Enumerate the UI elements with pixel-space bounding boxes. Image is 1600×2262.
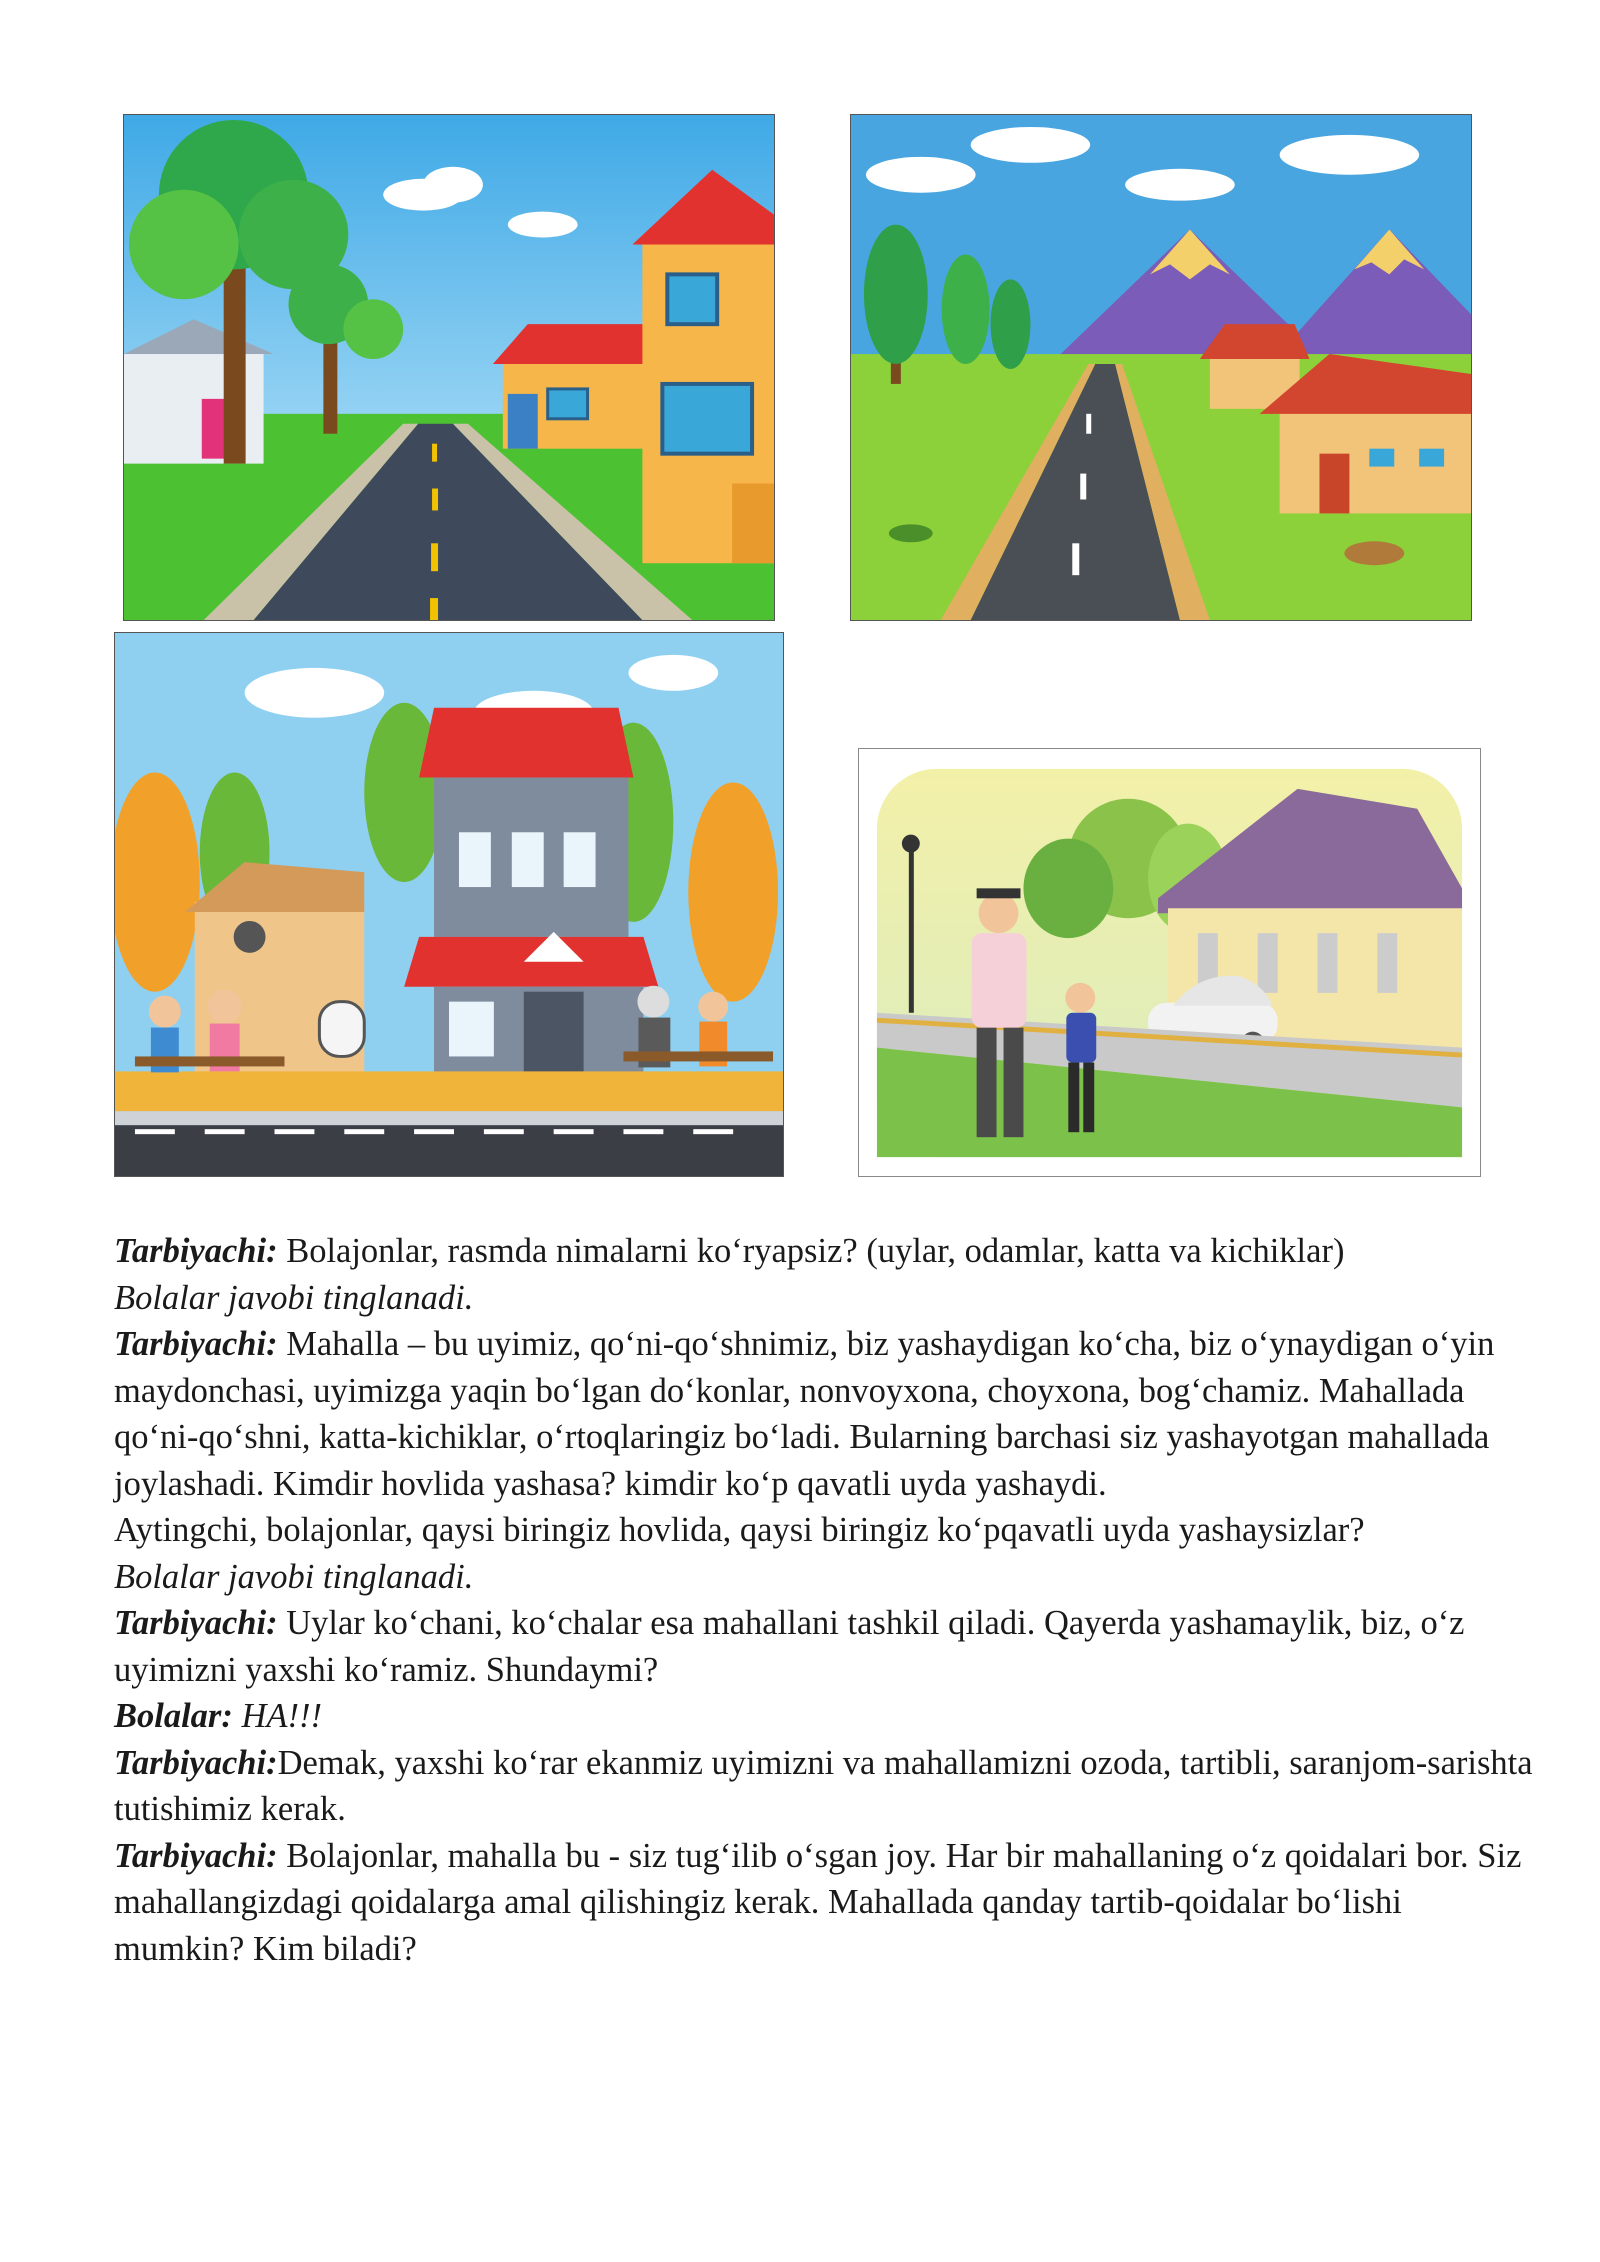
dialogue-line-5 <box>114 1693 1534 1740</box>
dialogue-note-1: Bolalar javobi tinglanadi. <box>114 1278 474 1317</box>
dialogue-line-2 <box>114 1321 1534 1507</box>
dialogue-text: Uylar ko‘chani, ko‘chalar esa mahallani tashkil qiladi. Qayerda yashamaylik, biz, o‘z uyimizni yaxshi ko‘ramiz. Shundaymi? <box>114 1604 1465 1689</box>
children-answer: HA!!! <box>232 1697 322 1735</box>
dialogue-text: Demak, yaxshi ko‘rar ekanmiz uyimizni va mahallamizni ozoda, tartibli, saranjom-sarishta tutishimiz kerak. <box>114 1743 1533 1828</box>
speaker-label: Tarbiyachi: <box>114 1232 278 1270</box>
dialogue-line-3: Aytingchi, bolajonlar, qaysi biringiz hovlida, qaysi biringiz ko‘pqavatli uyda yashaysizlar? <box>114 1511 1365 1549</box>
dialogue-line-4 <box>114 1600 1534 1693</box>
neighborhood-image <box>114 632 784 1177</box>
dialogue-line-1 <box>114 1228 1534 1275</box>
dialogue-line-7 <box>114 1833 1534 1973</box>
grandfather-walk-image <box>858 748 1481 1177</box>
speaker-label: Tarbiyachi: <box>114 1604 278 1642</box>
lesson-dialogue <box>114 1228 1534 1972</box>
dialogue-line-6 <box>114 1740 1534 1833</box>
country-road-image <box>850 114 1472 621</box>
speaker-label: Bolalar: <box>114 1697 233 1735</box>
dialogue-text: Mahalla – bu uyimiz, qo‘ni-qo‘shnimiz, biz yashaydigan ko‘cha, biz o‘ynaydigan o‘yin maydonchasi, uyimizga yaqin bo‘lgan do‘konlar, nonvoyxona, choyxona, bog‘chamiz. Mahallada qo‘ni-qo‘shni, katta-kichiklar, o‘rtoqlaringiz bo‘ladi. Bularning barchasi siz yashayotgan mahallada joylashadi. Kimdir hovlida yashasa? kimdir ko‘p qavatli uyda yashaydi. <box>114 1325 1495 1503</box>
speaker-label: Tarbiyachi: <box>114 1836 278 1875</box>
speaker-label: Tarbiyachi: <box>114 1743 278 1782</box>
dialogue-text: Bolajonlar, mahalla bu - siz tug‘ilib o‘sgan joy. Har bir mahallaning o‘z qoidalari bor. Siz mahallangizdagi qoidalarga amal qilishingiz kerak. Mahallada qanday tartib-qoidalar bo‘lishi mumkin? Kim biladi? <box>114 1836 1522 1968</box>
speaker-label: Tarbiyachi: <box>114 1325 278 1363</box>
dialogue-text: Bolajonlar, rasmda nimalarni ko‘ryapsiz? (uylar, odamlar, katta va kichiklar) <box>277 1232 1345 1270</box>
street-town-image <box>123 114 775 621</box>
dialogue-note-2: Bolalar javobi tinglanadi. <box>114 1557 474 1596</box>
